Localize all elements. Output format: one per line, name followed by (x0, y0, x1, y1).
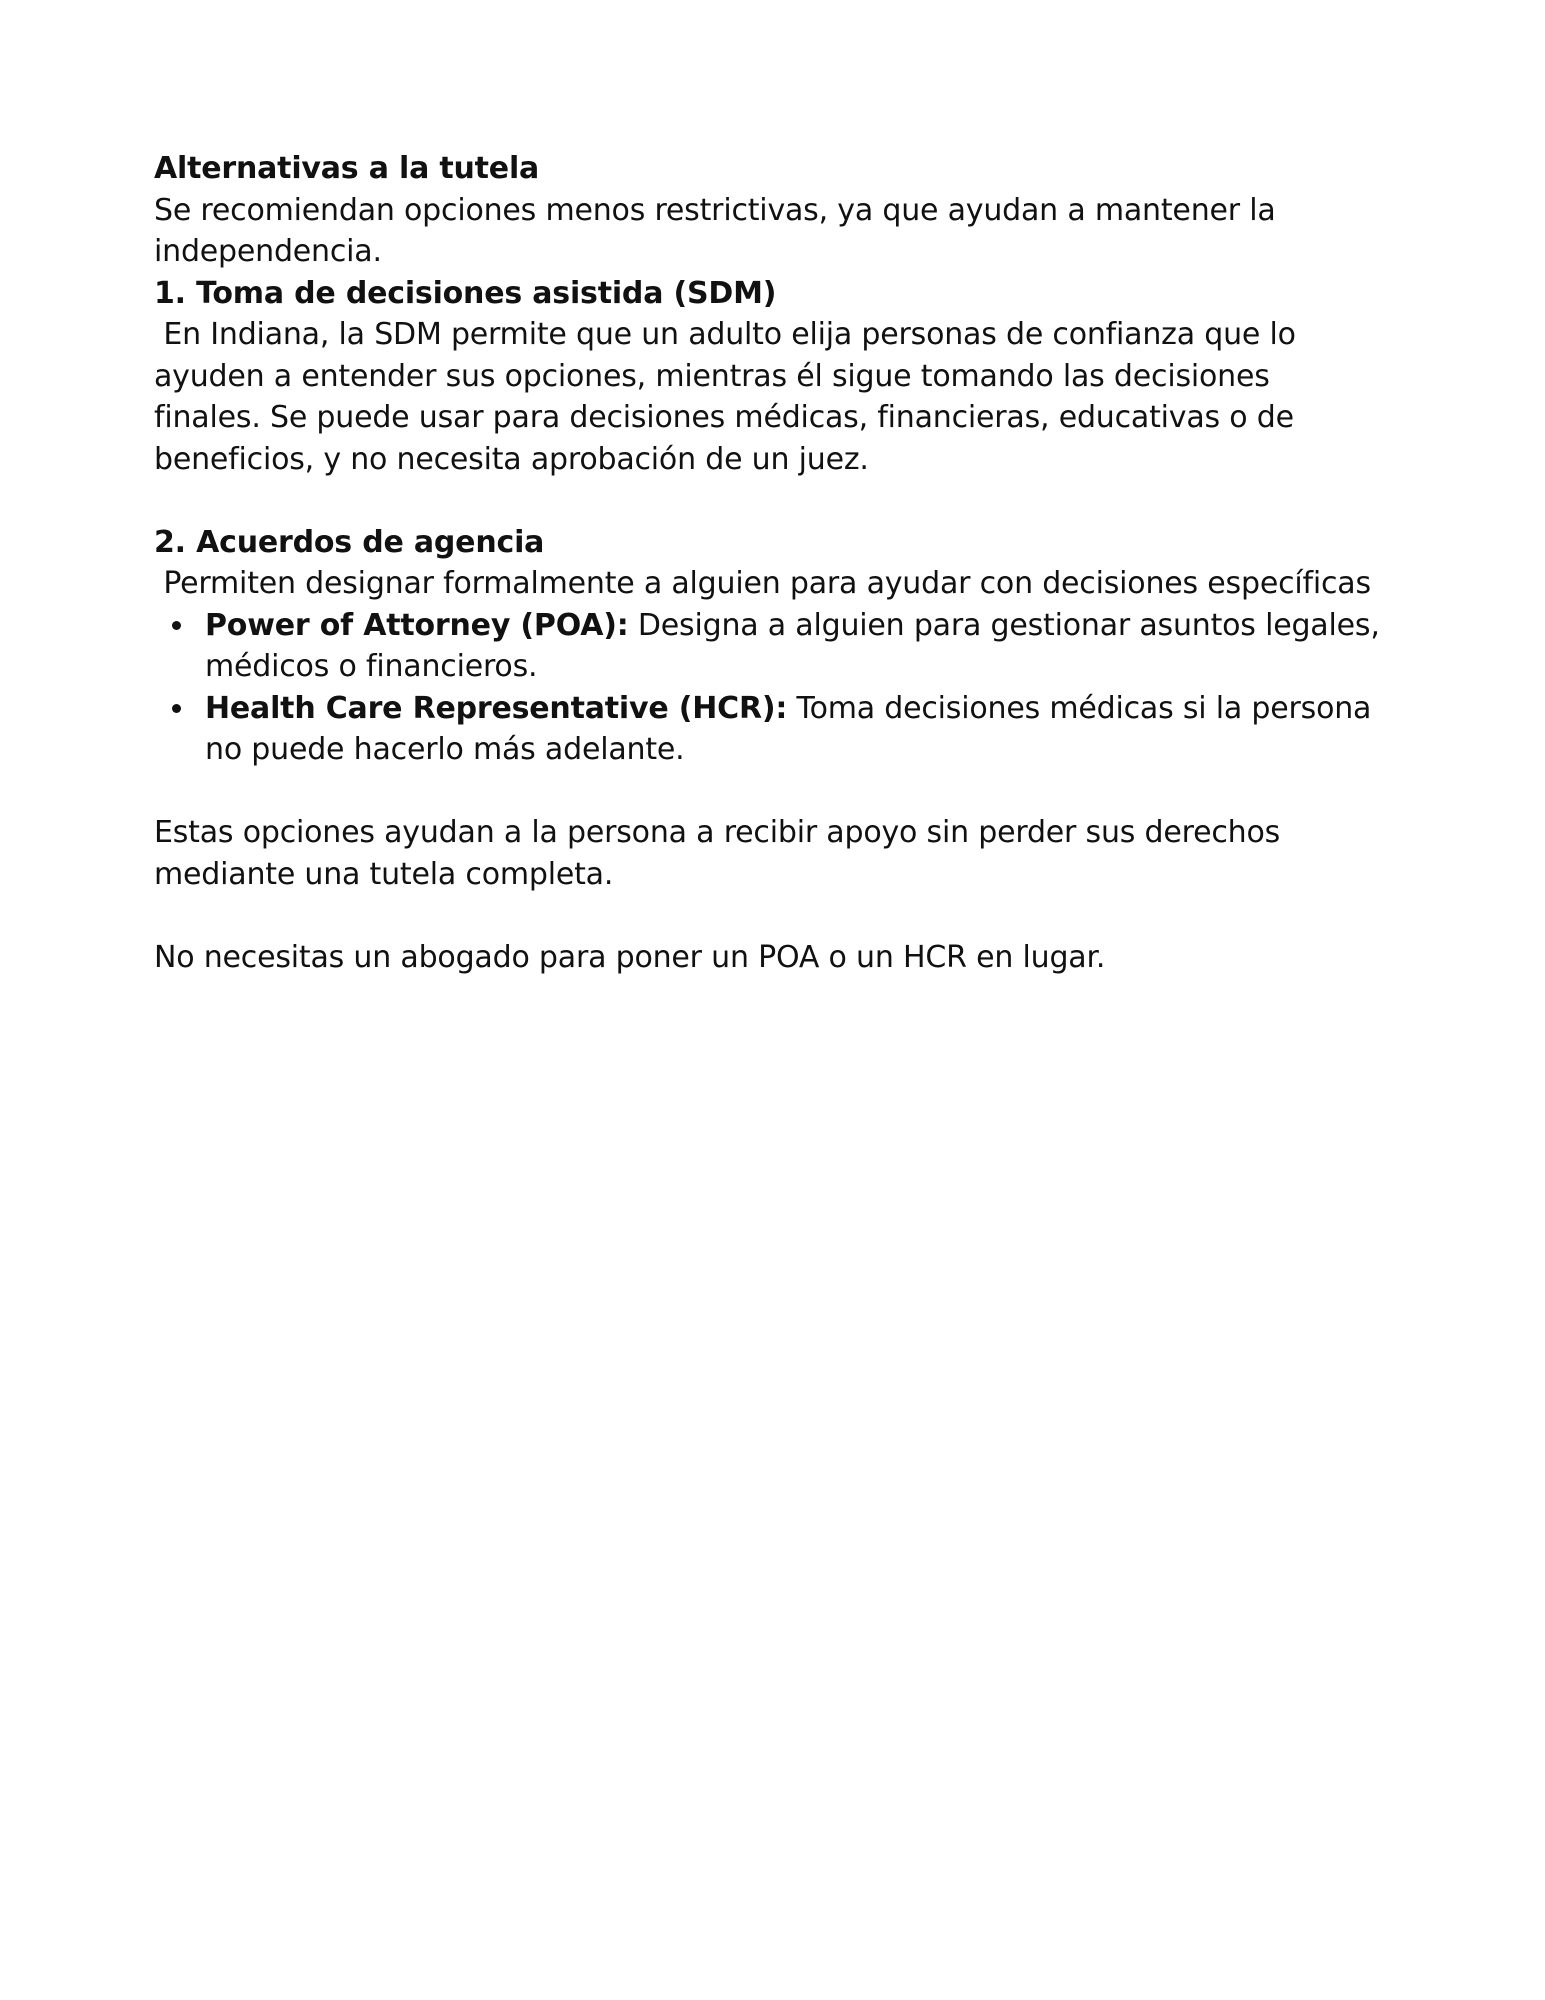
list-item-term: Power of Attorney (POA): (205, 607, 629, 643)
list-item-term: Health Care Representative (HCR): (205, 690, 788, 726)
spacer (154, 771, 1384, 813)
list-item-hcr (205, 688, 1384, 771)
intro-paragraph: Se recomiendan opciones menos restrictivas, ya que ayudan a mantener la independencia. (154, 192, 1276, 269)
closing-paragraph: Estas opciones ayudan a la persona a recibir apoyo sin perder sus derechos mediante una tutela completa. (154, 815, 1281, 892)
list-item-desc: Toma decisiones médicas si la persona no puede hacerlo más adelante. (205, 690, 1381, 767)
closing-note: No necesitas un abogado para poner un POA o un HCR en lugar. (154, 939, 1106, 975)
spacer (154, 895, 1384, 937)
document-title: Alternativas a la tutela (154, 151, 540, 186)
list-item-poa (205, 605, 1389, 688)
section-1-heading: 1. Toma de decisiones asistida (SDM) (154, 275, 777, 311)
section-2-heading: 2. Acuerdos de agencia (154, 524, 545, 560)
list-item-desc: Designa a alguien para gestionar asuntos legales, médicos o financieros. (205, 607, 1389, 684)
section-1-body: En Indiana, la SDM permite que un adulto elija personas de confianza que lo ayuden a entender sus opciones, mientras él sigue tomando las decisiones finales. Se puede usar para decisiones médicas, financieras, educativas o de beneficios, y no necesita aprobación de un juez. (154, 317, 1306, 477)
section-2-body: Permiten designar formalmente a alguien para ayudar con decisiones específicas (154, 566, 1371, 601)
agency-options-list (154, 605, 1389, 771)
spacer (154, 480, 1384, 522)
document-page (154, 148, 1389, 978)
